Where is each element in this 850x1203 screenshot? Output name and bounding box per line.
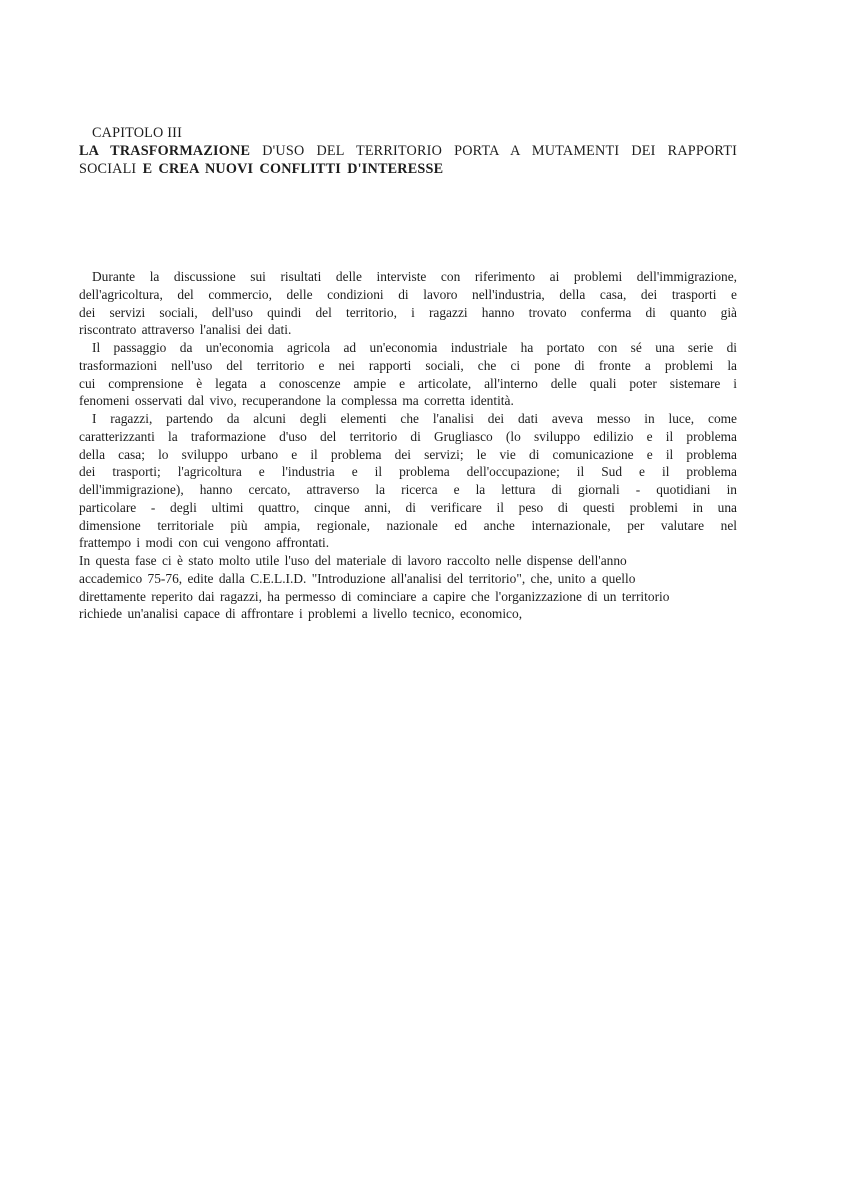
- text-line: caratterizzanti la traformazione d'uso del territorio di Grugliasco (lo sviluppo edilizio e il problema: [79, 428, 737, 444]
- title-line-1-bold: LA TRASFORMAZIONE: [79, 142, 263, 159]
- text-line: dimensione territoriale più ampia, regionale, nazionale ed anche internazionale, per valutare nel: [79, 517, 737, 533]
- document-body: [79, 268, 737, 623]
- text-line: cui comprensione è legata a conoscenze ampie e articolate, all'interno delle quali poter sistemare i: [79, 375, 737, 391]
- text-line: Il passaggio da un'economia agricola ad un'economia industriale ha portato con sé una serie di: [92, 340, 737, 355]
- text-line: In questa fase ci è stato molto utile l'uso del materiale di lavoro raccolto nelle dispense dell'anno: [79, 553, 627, 568]
- text-line: direttamente reperito dai ragazzi, ha permesso di cominciare a capire che l'organizzazione di un territorio: [79, 588, 670, 604]
- text-line: dei servizi sociali, dell'uso quindi del territorio, i ragazzi hanno trovato conferma di quanto già: [79, 304, 737, 320]
- text-line: dell'immigrazione), hanno cercato, attraverso la ricerca e la lettura di giornali - quotidiani in: [79, 482, 737, 497]
- chapter-number: CAPITOLO III: [92, 125, 183, 141]
- text-line: richiede un'analisi capace di affrontare i problemi a livello tecnico, economico,: [79, 606, 523, 622]
- title-line-1: [79, 143, 737, 161]
- title-line-2: [79, 161, 737, 179]
- title-line-2-bold: E CREA NUOVI CONFLITTI D'INTERESSE: [142, 160, 444, 177]
- paragraph-1: [79, 268, 737, 339]
- text-line: I ragazzi, partendo da alcuni degli elementi che l'analisi dei dati aveva messo in luce, come: [92, 411, 737, 426]
- text-line: dei trasporti; l'agricoltura e l'industria e il problema dell'occupazione; il Sud e il problema: [79, 464, 737, 480]
- text-line: trasformazioni nell'uso del territorio e nei rapporti sociali, che ci pone di fronte a problemi la: [79, 357, 737, 373]
- text-line: fenomeni osservati dal vivo, recuperandone la complessa ma corretta identità.: [79, 393, 514, 409]
- title-line-2-regular: SOCIALI: [79, 160, 143, 177]
- chapter-header: [79, 125, 737, 178]
- text-line: Durante la discussione sui risultati delle interviste con riferimento ai problemi dell'immigrazione,: [92, 269, 737, 284]
- text-line: riscontrato attraverso l'analisi dei dati.: [79, 322, 292, 338]
- text-line: accademico 75-76, edite dalla C.E.L.I.D. "Introduzione all'analisi del territorio", che, unito a quello: [79, 570, 636, 586]
- paragraph-4: [79, 552, 737, 623]
- text-line: frattempo i modi con cui vengono affrontati.: [79, 535, 330, 551]
- text-line: dell'agricoltura, del commercio, delle condizioni di lavoro nell'industria, della casa, dei trasporti e: [79, 286, 737, 302]
- title-line-1-regular: D'USO DEL TERRITORIO PORTA A MUTAMENTI DEI RAPPORTI: [262, 142, 737, 159]
- paragraph-2: [79, 339, 737, 410]
- paragraph-3: [79, 410, 737, 552]
- text-line: particolare - degli ultimi quattro, cinque anni, di verificare il peso di questi problemi in una: [79, 499, 737, 515]
- text-line: della casa; lo sviluppo urbano e il problema dei servizi; le vie di comunicazione e il problema: [79, 446, 737, 462]
